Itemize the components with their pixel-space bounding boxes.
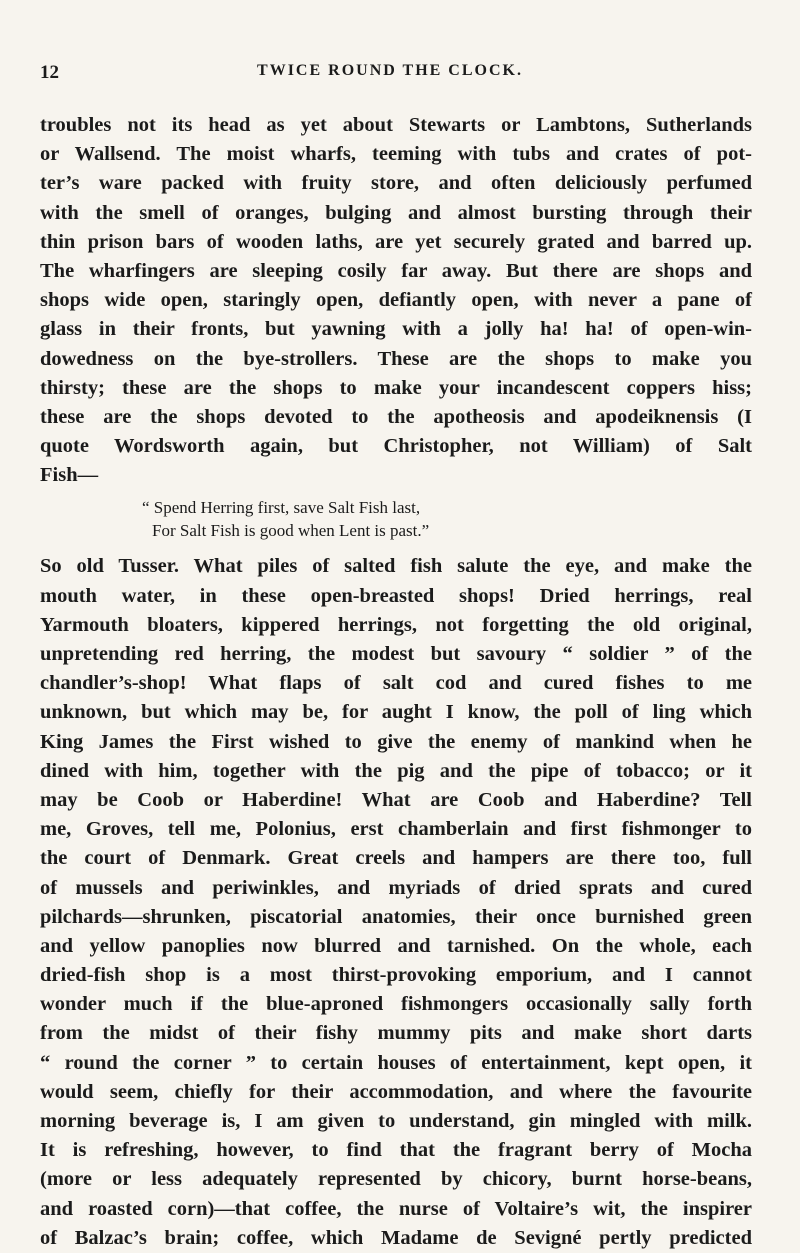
quote-line: For Salt Fish is good when Lent is past.” (152, 521, 430, 541)
text-line: Fish— (40, 464, 99, 487)
running-head: TWICE ROUND THE CLOCK. (257, 62, 523, 79)
text-line: quote Wordsworth again, but Christopher, not William) of Salt (40, 435, 752, 458)
text-line: with the smell of oranges, bulging and almost bursting through their (40, 201, 752, 224)
text-line: may be Coob or Haberdine! What are Coob and Haberdine? Tell (40, 788, 752, 811)
text-line: (more or less adequately represented by chicory, burnt horse-beans, (40, 1168, 752, 1191)
text-line: dried-fish shop is a most thirst-provoking emporium, and I cannot (40, 964, 752, 987)
paragraph-2 (40, 552, 752, 1253)
text-line: me, Groves, tell me, Polonius, erst chamberlain and first fishmonger to (40, 818, 752, 841)
quote-line: “ Spend Herring first, save Salt Fish last, (142, 498, 421, 518)
text-line: thirsty; these are the shops to make your incandescent coppers hiss; (40, 376, 752, 399)
text-line: dined with him, together with the pig and the pipe of tobacco; or it (40, 759, 752, 782)
paragraph-1 (40, 111, 752, 490)
text-line: the court of Denmark. Great creels and hampers are there too, full (40, 847, 752, 870)
page-number: 12 (40, 62, 59, 83)
text-line: unknown, but which may be, for aught I know, the poll of ling which (40, 701, 752, 724)
text-line: King James the First wished to give the enemy of mankind when he (40, 730, 752, 753)
text-line: It is refreshing, however, to find that the fragrant berry of Mocha (40, 1139, 752, 1162)
text-line: So old Tusser. What piles of salted fish salute the eye, and make the (40, 555, 752, 578)
text-line: mouth water, in these open-breasted shops! Dried herrings, real (40, 584, 752, 607)
text-line: of Balzac’s brain; coffee, which Madame de Sevigné pertly predicted (40, 1226, 752, 1249)
text-line: and roasted corn)—that coffee, the nurse of Voltaire’s wit, the inspirer (40, 1197, 752, 1220)
text-line: thin prison bars of wooden laths, are yet securely grated and barred up. (40, 230, 752, 253)
text-line: “ round the corner ” to certain houses of entertainment, kept open, it (40, 1051, 752, 1074)
text-line: morning beverage is, I am given to understand, gin mingled with milk. (40, 1110, 752, 1132)
text-line: unpretending red herring, the modest but savoury “ soldier ” of the (40, 643, 752, 665)
verse-quote (40, 496, 752, 542)
text-line: ter’s ware packed with fruity store, and often deliciously perfumed (40, 172, 752, 195)
text-line: chandler’s-shop! What flaps of salt cod and cured fishes to me (40, 672, 752, 695)
text-line: of mussels and periwinkles, and myriads of dried sprats and cured (40, 876, 752, 899)
text-line: would seem, chiefly for their accommodation, and where the favourite (40, 1080, 752, 1103)
page-header (40, 62, 740, 86)
text-line: these are the shops devoted to the apotheosis and apodeiknensis (I (40, 405, 752, 428)
text-line: shops wide open, staringly open, defiantly open, with never a pane of (40, 289, 752, 312)
text-line: wonder much if the blue-aproned fishmongers occasionally sally forth (40, 993, 752, 1016)
text-line: from the midst of their fishy mummy pits and make short darts (40, 1022, 752, 1045)
text-line: and yellow panoplies now blurred and tarnished. On the whole, each (40, 934, 752, 957)
text-line: or Wallsend. The moist wharfs, teeming with tubs and crates of pot- (40, 143, 752, 166)
text-line: pilchards—shrunken, piscatorial anatomies, their once burnished green (40, 905, 752, 928)
text-line: dowedness on the bye-strollers. These are the shops to make you (40, 347, 752, 370)
text-line: glass in their fronts, but yawning with a jolly ha! ha! of open-win- (40, 318, 752, 341)
text-line: troubles not its head as yet about Stewarts or Lambtons, Sutherlands (40, 114, 752, 136)
text-line: The wharfingers are sleeping cosily far away. But there are shops and (40, 259, 752, 282)
body-text (40, 111, 752, 1253)
text-line: Yarmouth bloaters, kippered herrings, not forgetting the old original, (40, 613, 752, 636)
